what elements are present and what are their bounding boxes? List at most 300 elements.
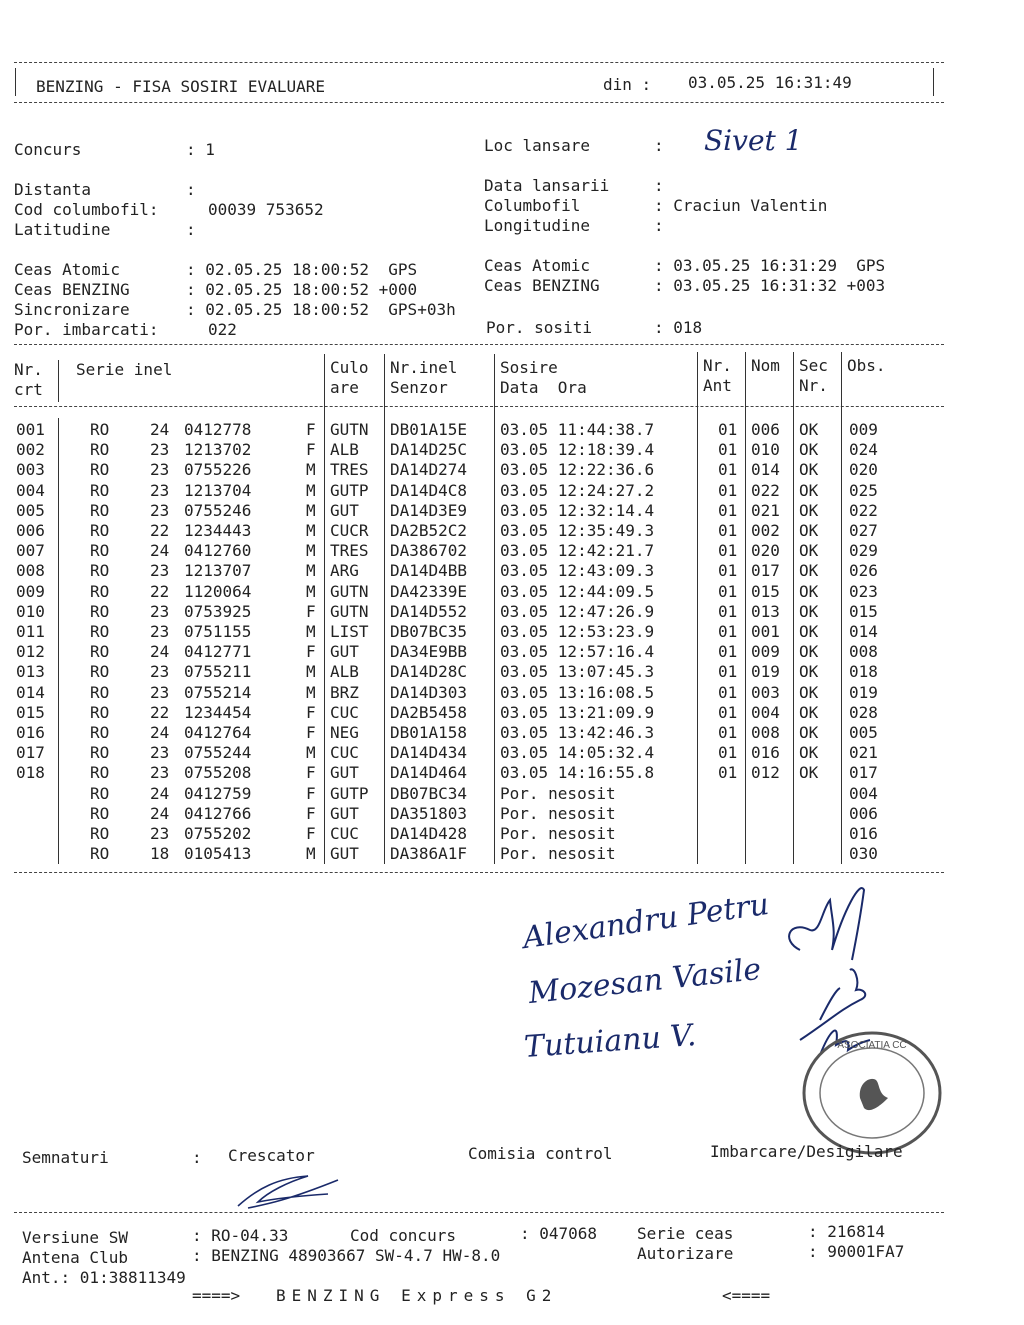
row-nom: 021: [751, 500, 780, 520]
row-nr: 004: [16, 480, 45, 500]
row-sex: F: [306, 420, 316, 439]
table-row: [0, 440, 1000, 460]
row-arrival: 03.05 14:16:55.8: [500, 763, 655, 783]
row-country: RO: [90, 420, 110, 439]
row-country: RO: [90, 702, 110, 722]
page-title: BENZING - FISA SOSIRI EVALUARE: [36, 77, 325, 96]
row-sec: OK: [799, 581, 819, 601]
row-obs: 016: [849, 824, 878, 843]
row-year: 23: [150, 824, 170, 843]
row-nr: 015: [16, 702, 45, 722]
row-antenna: 01: [718, 460, 738, 480]
table-row: [0, 824, 1000, 844]
table-row: [0, 481, 1000, 501]
col-culoare-header-1: Culo: [330, 358, 369, 377]
col-inel-header-2: Senzor: [390, 378, 448, 397]
row-obs: 017: [849, 763, 878, 783]
table-row: [0, 763, 1000, 783]
table-top-divider: [14, 344, 944, 345]
row-sec: OK: [799, 642, 819, 662]
row-year: 23: [150, 662, 170, 682]
din-label: din :: [603, 75, 652, 94]
row-country: RO: [90, 480, 110, 500]
row-color: GUT: [330, 500, 359, 520]
row-obs: 025: [849, 480, 878, 500]
row-country: RO: [90, 440, 110, 460]
row-year: 23: [150, 743, 170, 763]
row-sex: F: [306, 783, 316, 803]
row-nom: 016: [751, 743, 780, 763]
row-obs: 022: [849, 500, 878, 520]
row-arrival: 03.05 13:42:46.3: [500, 723, 655, 742]
row-antenna: 01: [718, 682, 738, 702]
row-sex: F: [306, 642, 316, 662]
row-year: 23: [150, 682, 170, 702]
col-sosire-header-1: Sosire: [500, 358, 558, 377]
latitudine-sep: :: [186, 220, 196, 239]
table-row: [0, 420, 1000, 440]
row-color: CUC: [330, 743, 359, 763]
por-imbarcati-label: Por. imbarcati:: [14, 320, 159, 339]
latitudine-label: Latitudine: [14, 220, 111, 239]
row-sensor: DA2B52C2: [390, 521, 468, 540]
row-color: GUTP: [330, 480, 369, 500]
row-ring: 0755211: [184, 662, 252, 682]
row-country: RO: [90, 541, 110, 561]
row-obs: 021: [849, 743, 878, 763]
row-obs: 008: [849, 642, 878, 662]
table-row: [0, 683, 1000, 703]
row-obs: 026: [849, 561, 878, 581]
row-sensor: DA14D552: [390, 601, 468, 621]
row-country: RO: [90, 460, 110, 480]
row-nom: 012: [751, 763, 780, 783]
row-color: GUT: [330, 803, 359, 823]
col-sosire-header-2: Data Ora: [500, 378, 587, 397]
row-country: RO: [90, 723, 110, 742]
imbarcare-desigilare-label: Imbarcare/Desigilare: [710, 1142, 903, 1161]
row-color: CUC: [330, 824, 359, 843]
row-sensor: DA386A1F: [390, 844, 468, 864]
row-arrival: 03.05 13:16:08.5: [500, 682, 655, 702]
row-ring: 1234454: [184, 702, 252, 722]
table-row: [0, 804, 1000, 824]
row-sex: M: [306, 521, 316, 540]
row-sec: OK: [799, 541, 819, 561]
row-sensor: DB01A158: [390, 723, 468, 742]
row-country: RO: [90, 601, 110, 621]
versiune-sw-label: Versiune SW: [22, 1228, 128, 1247]
ceas-atomic-start-value: : 02.05.25 18:00:52 GPS: [186, 260, 418, 279]
row-sex: F: [306, 723, 316, 742]
row-color: ALB: [330, 440, 359, 460]
col-crt-header: crt: [14, 380, 43, 399]
row-ring: 0755208: [184, 763, 252, 783]
row-antenna: 01: [718, 500, 738, 520]
col-nom-header: Nom: [751, 356, 780, 375]
distanta-label: Distanta: [14, 180, 92, 199]
row-obs: 020: [849, 460, 878, 480]
banner-arrow-right: <====: [722, 1286, 771, 1305]
row-country: RO: [90, 662, 110, 682]
ceas-atomic-end-value: : 03.05.25 16:31:29 GPS: [654, 256, 886, 275]
row-nom: 014: [751, 460, 780, 480]
row-color: TRES: [330, 460, 369, 480]
row-sec: OK: [799, 480, 819, 500]
row-nr: 005: [16, 500, 45, 520]
row-sex: M: [306, 662, 316, 682]
row-obs: 009: [849, 420, 878, 439]
row-sex: M: [306, 460, 316, 480]
row-year: 23: [150, 480, 170, 500]
row-sensor: DB07BC35: [390, 622, 468, 641]
row-arrival: 03.05 12:32:14.4: [500, 500, 655, 520]
semnaturi-label: Semnaturi: [22, 1148, 109, 1167]
row-sensor: DA2B5458: [390, 702, 468, 722]
din-value: 03.05.25 16:31:49: [688, 73, 852, 92]
row-ring: 0412760: [184, 541, 252, 561]
row-arrival: 03.05 12:22:36.6: [500, 460, 655, 480]
row-ring: 0412759: [184, 783, 252, 803]
row-nom: 009: [751, 642, 780, 662]
data-lansarii-sep: :: [654, 176, 664, 195]
header-right-border: [933, 68, 934, 96]
row-arrival: 03.05 12:43:09.3: [500, 561, 655, 581]
row-year: 24: [150, 420, 170, 439]
por-sositi-label: Por. sositi: [486, 318, 592, 337]
row-nom: 008: [751, 723, 780, 742]
row-sensor: DA14D25C: [390, 440, 468, 460]
row-arrival: Por. nesosit: [500, 803, 616, 823]
table-row: [0, 561, 1000, 581]
row-sex: F: [306, 440, 316, 460]
row-sec: OK: [799, 682, 819, 702]
table-row: [0, 460, 1000, 480]
row-country: RO: [90, 763, 110, 783]
row-sex: F: [306, 763, 316, 783]
row-ring: 0412764: [184, 723, 252, 742]
row-year: 23: [150, 622, 170, 641]
table-header-divider: [14, 406, 944, 407]
header-divider: [14, 102, 944, 103]
col-culoare-header-2: are: [330, 378, 359, 397]
row-sec: OK: [799, 662, 819, 682]
row-arrival: 03.05 12:42:21.7: [500, 541, 655, 561]
row-year: 23: [150, 460, 170, 480]
row-country: RO: [90, 581, 110, 601]
row-sex: M: [306, 561, 316, 581]
row-year: 24: [150, 541, 170, 561]
row-ring: 0755244: [184, 743, 252, 763]
row-nr: 012: [16, 642, 45, 662]
sincronizare-value: : 02.05.25 18:00:52 GPS+03h: [186, 300, 456, 319]
concurs-value: : 1: [186, 140, 215, 159]
row-nom: 001: [751, 622, 780, 641]
row-sensor: DA14D3E9: [390, 500, 468, 520]
row-sex: M: [306, 682, 316, 702]
row-year: 24: [150, 642, 170, 662]
row-color: GUTN: [330, 601, 369, 621]
row-ring: 1234443: [184, 521, 252, 540]
row-country: RO: [90, 622, 110, 641]
table-row: [0, 622, 1000, 642]
row-ring: 1213702: [184, 440, 252, 460]
col-serie-header: Serie inel: [76, 360, 173, 379]
row-sex: M: [306, 500, 316, 520]
row-antenna: 01: [718, 723, 738, 742]
row-arrival: Por. nesosit: [500, 844, 616, 864]
row-sensor: DB01A15E: [390, 420, 468, 439]
row-color: TRES: [330, 541, 369, 561]
row-sensor: DA14D464: [390, 763, 468, 783]
semnaturi-sep: :: [192, 1148, 202, 1167]
row-arrival: 03.05 11:44:38.7: [500, 420, 655, 439]
row-sex: M: [306, 622, 316, 641]
row-sensor: DA14D274: [390, 460, 468, 480]
por-sositi-value: : 018: [654, 318, 703, 337]
row-nom: 013: [751, 601, 780, 621]
row-nr: 017: [16, 743, 45, 763]
banner-title: BENZING Express G2: [276, 1286, 558, 1305]
row-nr: 014: [16, 682, 45, 702]
row-antenna: 01: [718, 601, 738, 621]
row-sex: F: [306, 702, 316, 722]
row-color: CUC: [330, 702, 359, 722]
row-antenna: 01: [718, 622, 738, 641]
row-year: 22: [150, 521, 170, 540]
row-obs: 015: [849, 601, 878, 621]
row-ring: 0755214: [184, 682, 252, 702]
row-color: GUT: [330, 763, 359, 783]
row-year: 23: [150, 440, 170, 460]
distanta-sep: :: [186, 180, 196, 199]
row-sec: OK: [799, 743, 819, 763]
row-nr: 011: [16, 622, 45, 641]
longitudine-sep: :: [654, 216, 664, 235]
row-ring: 1120064: [184, 581, 252, 601]
row-country: RO: [90, 803, 110, 823]
row-color: GUT: [330, 642, 359, 662]
row-sex: M: [306, 480, 316, 500]
serie-ceas-value: : 216814: [808, 1222, 886, 1241]
row-year: 23: [150, 601, 170, 621]
row-sec: OK: [799, 420, 819, 439]
row-color: NEG: [330, 723, 359, 742]
cod-columbofil-label: Cod columbofil:: [14, 200, 159, 219]
col-obs-header: Obs.: [847, 356, 886, 375]
row-sex: M: [306, 581, 316, 601]
data-lansarii-label: Data lansarii: [484, 176, 610, 195]
ceas-benzing-end-value: : 03.05.25 16:31:32 +003: [654, 276, 886, 295]
row-obs: 004: [849, 783, 878, 803]
row-antenna: 01: [718, 420, 738, 439]
row-obs: 018: [849, 662, 878, 682]
row-antenna: 01: [718, 642, 738, 662]
row-obs: 029: [849, 541, 878, 561]
table-row: [0, 501, 1000, 521]
table-row: [0, 582, 1000, 602]
row-nom: 006: [751, 420, 780, 439]
cod-concurs-value: : 047068: [520, 1224, 598, 1243]
row-year: 23: [150, 500, 170, 520]
row-antenna: 01: [718, 763, 738, 783]
row-obs: 006: [849, 803, 878, 823]
row-sec: OK: [799, 763, 819, 783]
table-row: [0, 703, 1000, 723]
row-sensor: DB07BC34: [390, 783, 468, 803]
row-sensor: DA14D434: [390, 743, 468, 763]
row-year: 23: [150, 561, 170, 581]
row-color: CUCR: [330, 521, 369, 540]
row-arrival: 03.05 14:05:32.4: [500, 743, 655, 763]
row-sec: OK: [799, 601, 819, 621]
row-sensor: DA14D428: [390, 824, 468, 843]
row-color: GUTP: [330, 783, 369, 803]
row-country: RO: [90, 824, 110, 843]
row-sex: M: [306, 541, 316, 561]
row-ring: 1213707: [184, 561, 252, 581]
row-arrival: 03.05 12:35:49.3: [500, 521, 655, 540]
row-nr: 018: [16, 763, 45, 783]
row-nom: 004: [751, 702, 780, 722]
signature-name-2: Mozesan Vasile: [526, 951, 763, 1012]
row-arrival: Por. nesosit: [500, 824, 616, 843]
row-arrival: 03.05 13:21:09.9: [500, 702, 655, 722]
row-sensor: DA42339E: [390, 581, 468, 601]
row-arrival: 03.05 12:47:26.9: [500, 601, 655, 621]
row-nom: 017: [751, 561, 780, 581]
row-arrival: 03.05 12:24:27.2: [500, 480, 655, 500]
row-country: RO: [90, 682, 110, 702]
row-arrival: 03.05 12:18:39.4: [500, 440, 655, 460]
row-color: GUTN: [330, 581, 369, 601]
row-country: RO: [90, 743, 110, 763]
row-ring: 0755202: [184, 824, 252, 843]
cod-concurs-label: Cod concurs: [350, 1226, 456, 1245]
table-row: [0, 662, 1000, 682]
longitudine-label: Longitudine: [484, 216, 590, 235]
row-sex: F: [306, 601, 316, 621]
signature-name-3: Tutuianu V.: [522, 1018, 698, 1065]
row-sensor: DA14D4C8: [390, 480, 468, 500]
row-antenna: 01: [718, 702, 738, 722]
top-divider: [14, 62, 944, 63]
row-nom: 022: [751, 480, 780, 500]
antena-club-label: Antena Club: [22, 1248, 128, 1267]
row-nr: 016: [16, 723, 45, 742]
col-sec-header-2: Nr.: [799, 376, 828, 395]
row-obs: 028: [849, 702, 878, 722]
banner-arrow-left: ====>: [192, 1286, 241, 1305]
row-year: 23: [150, 763, 170, 783]
row-ring: 0105413: [184, 844, 252, 864]
row-nom: 019: [751, 662, 780, 682]
row-country: RO: [90, 521, 110, 540]
row-ring: 0412766: [184, 803, 252, 823]
row-sec: OK: [799, 460, 819, 480]
row-year: 24: [150, 723, 170, 742]
row-ring: 0755226: [184, 460, 252, 480]
autorizare-label: Autorizare: [637, 1244, 734, 1263]
row-nom: 003: [751, 682, 780, 702]
row-nom: 002: [751, 521, 780, 540]
row-nr: 002: [16, 440, 45, 460]
row-sec: OK: [799, 622, 819, 641]
row-color: ARG: [330, 561, 359, 581]
col-ant-header-2: Ant: [703, 376, 732, 395]
row-sensor: DA14D28C: [390, 662, 468, 682]
ceas-atomic-end-label: Ceas Atomic: [484, 256, 590, 275]
ceas-benzing-end-label: Ceas BENZING: [484, 276, 600, 295]
stamp-text: ASOCIATIA CC: [837, 1040, 907, 1051]
row-sensor: DA351803: [390, 803, 468, 823]
table-row: [0, 541, 1000, 561]
row-ring: 0755246: [184, 500, 252, 520]
table-row: [0, 844, 1000, 864]
row-sensor: DA14D303: [390, 682, 468, 702]
row-sec: OK: [799, 521, 819, 540]
row-obs: 027: [849, 521, 878, 540]
row-obs: 019: [849, 682, 878, 702]
table-row: [0, 743, 1000, 763]
row-color: GUT: [330, 844, 359, 864]
row-ring: 0412771: [184, 642, 252, 662]
loc-lansare-sep: :: [654, 136, 664, 155]
row-sensor: DA386702: [390, 541, 468, 561]
serie-ceas-label: Serie ceas: [637, 1224, 734, 1243]
row-antenna: 01: [718, 662, 738, 682]
row-nr: 001: [16, 420, 45, 439]
row-sensor: DA34E9BB: [390, 642, 468, 662]
row-obs: 005: [849, 723, 878, 742]
row-nom: 010: [751, 440, 780, 460]
row-year: 24: [150, 783, 170, 803]
ceas-benzing-start-value: : 02.05.25 18:00:52 +000: [186, 280, 418, 299]
row-year: 22: [150, 702, 170, 722]
col-ant-header-1: Nr.: [703, 356, 732, 375]
row-antenna: 01: [718, 521, 738, 540]
row-year: 22: [150, 581, 170, 601]
row-ring: 0412778: [184, 420, 252, 439]
table-row: [0, 723, 1000, 743]
row-antenna: 01: [718, 480, 738, 500]
signature-name-1: Alexandru Petru: [520, 886, 772, 957]
row-arrival: Por. nesosit: [500, 783, 616, 803]
row-nr: 003: [16, 460, 45, 480]
row-obs: 024: [849, 440, 878, 460]
row-sex: M: [306, 743, 316, 763]
table-row: [0, 521, 1000, 541]
footer-divider: [14, 1212, 944, 1213]
versiune-sw-value: : RO-04.33: [192, 1226, 289, 1245]
row-sex: F: [306, 803, 316, 823]
row-ring: 1213704: [184, 480, 252, 500]
row-sensor: DA14D4BB: [390, 561, 468, 581]
ant-number: Ant.: 01:38811349: [22, 1268, 186, 1287]
row-obs: 023: [849, 581, 878, 601]
autorizare-value: : 90001FA7: [808, 1242, 905, 1261]
row-ring: 0753925: [184, 601, 252, 621]
row-country: RO: [90, 561, 110, 581]
comisia-control-label: Comisia control: [468, 1144, 613, 1163]
row-ring: 0751155: [184, 622, 252, 641]
row-nom: 015: [751, 581, 780, 601]
row-nr: 013: [16, 662, 45, 682]
row-antenna: 01: [718, 541, 738, 561]
row-country: RO: [90, 500, 110, 520]
row-sec: OK: [799, 702, 819, 722]
concurs-label: Concurs: [14, 140, 82, 159]
